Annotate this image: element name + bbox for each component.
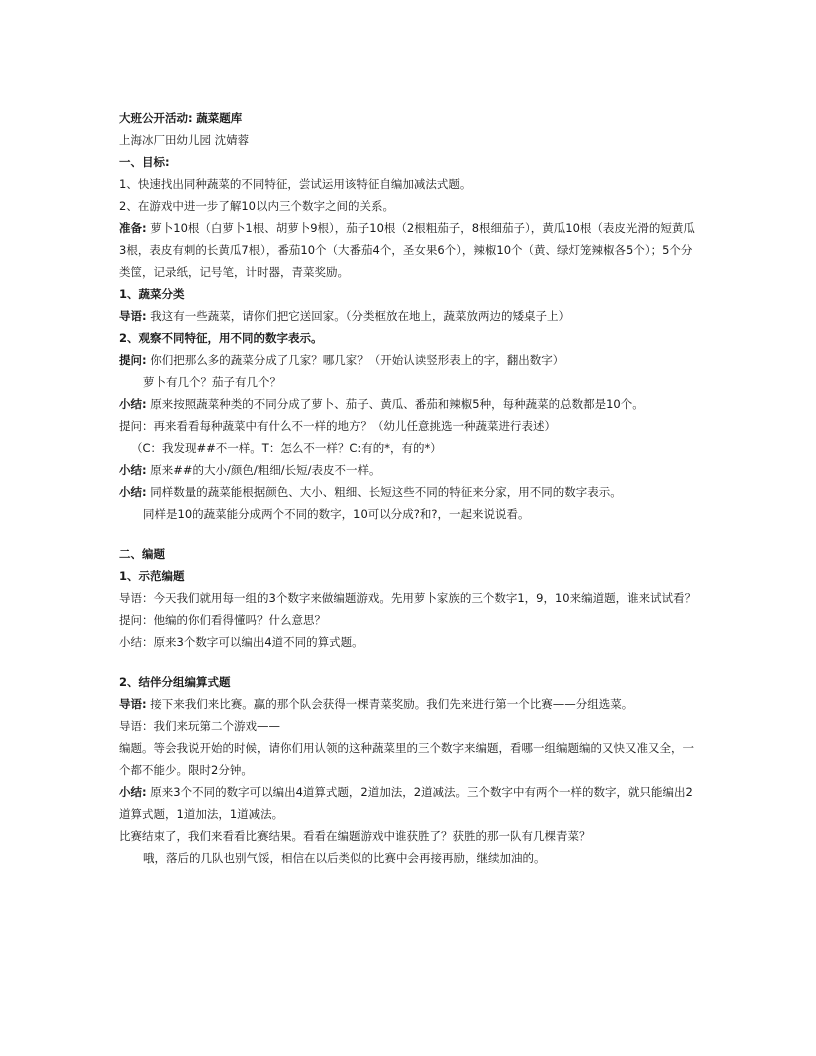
label-summary: 小结: [119, 785, 147, 799]
question-1-text: 你们把那么多的蔬菜分成了几家？哪几家？（开始认读竖形表上的字，翻出数字） [150, 353, 565, 367]
title-prefix: 大班公开活动: [119, 111, 193, 125]
summary-1-text: 原来按照蔬菜种类的不同分成了萝卜、茄子、黄瓜、番茄和辣椒5种，每种蔬菜的总数都是10个。 [150, 397, 644, 411]
summary-3-text: 同样数量的蔬菜能根据颜色、大小、粗细、长短这些不同的特征来分家，用不同的数字表示。 [150, 485, 622, 499]
goal-1: 1、快速找出同种蔬菜的不同特征，尝试运用该特征自编加减法式题。 [119, 177, 472, 191]
title-main: 蔬菜题库 [196, 111, 243, 125]
question-2: 提问：再来看看每种蔬菜中有什么不一样的地方？（幼儿任意挑选一种蔬菜进行表述） [119, 419, 556, 433]
group-instructions: 编题。等会我说开始的时候，请你们用认领的这种蔬菜里的三个数字来编题，看哪一组编题编的又快又准又全，一个都不能少。限时2分钟。 [119, 741, 694, 777]
section-gap [119, 525, 699, 543]
document-title [119, 107, 699, 129]
label-intro: 导语: [119, 309, 147, 323]
label-question: 提问: [119, 353, 147, 367]
summary-3-follow: 同样是10的蔬菜能分成两个不同的数字，10可以分成?和?，一起来说说看。 [143, 507, 530, 521]
demo-question: 提问：他编的你们看得懂吗？什么意思？ [119, 613, 326, 627]
section-heading-compose: 二、编题 [119, 547, 165, 561]
label-summary: 小结: [119, 397, 147, 411]
sub-heading-classify: 1、蔬菜分类 [119, 287, 185, 301]
summary-2 [119, 459, 699, 481]
label-summary: 小结: [119, 463, 147, 477]
summary-1 [119, 393, 699, 415]
demo-intro: 导语：今天我们就用每一组的3个数字来做编题游戏。先用萝卜家族的三个数字1，9，10来编道题，谁来试试看？ [119, 591, 697, 605]
group-intro-1 [119, 693, 699, 715]
sub-heading-group: 2、结伴分组编算式题 [119, 675, 231, 689]
preparation-paragraph [119, 217, 699, 283]
summary-3 [119, 481, 699, 503]
prep-text: 萝卜10根（白萝卜1根、胡萝卜9根），茄子10根（2根粗茄子，8根细茄子），黄瓜10根（表皮光滑的短黄瓜3根，表皮有刺的长黄瓜7根），番茄10个（大番茄4个，圣女果6个），辣椒10个（黄、绿灯笼辣椒各5个）；5个分类筐，记录纸，记号笔，计时器，青菜奖励。 [119, 221, 695, 279]
question-1-follow: 萝卜有几个？茄子有几个？ [143, 375, 281, 389]
sub-heading-demo: 1、示范编题 [119, 569, 185, 583]
label-intro: 导语: [119, 697, 147, 711]
demo-summary: 小结：原来3个数字可以编出4道不同的算式题。 [119, 635, 364, 649]
summary-2-text: 原来##的大小/颜色/粗细/长短/表皮不一样。 [150, 463, 381, 477]
classify-intro-text: 我这有一些蔬菜，请你们把它送回家。（分类框放在地上，蔬菜放两边的矮桌子上） [150, 309, 571, 323]
group-summary-text: 原来3个不同的数字可以编出4道算式题，2道加法，2道减法。三个数字中有两个一样的数字，就只能编出2道算式题，1道加法，1道减法。 [119, 785, 693, 821]
question-2-follow: （C：我发现##不一样。T：怎么不一样？C:有的*，有的*） [131, 441, 442, 455]
ending-1: 比赛结束了，我们来看看比赛结果。看看在编题游戏中谁获胜了？获胜的那一队有几棵青菜？ [119, 829, 591, 843]
document-page [119, 107, 699, 869]
goal-2: 2、在游戏中进一步了解10以内三个数字之间的关系。 [119, 199, 394, 213]
section-heading-goals: 一、目标: [119, 155, 170, 169]
section-gap [119, 653, 699, 671]
group-summary [119, 781, 699, 825]
group-intro-2: 导语：我们来玩第二个游戏—— [119, 719, 280, 733]
question-1 [119, 349, 699, 371]
ending-2: 哦，落后的几队也别气馁，相信在以后类似的比赛中会再接再励，继续加油的。 [143, 851, 546, 865]
author-line: 上海冰厂田幼儿园 沈婧蓉 [119, 133, 250, 147]
sub-heading-observe: 2、观察不同特征，用不同的数字表示。 [119, 331, 323, 345]
label-summary: 小结: [119, 485, 147, 499]
prep-label: 准备: [119, 221, 147, 235]
classify-intro [119, 305, 699, 327]
group-intro-1-text: 接下来我们来比赛。赢的那个队会获得一棵青菜奖励。我们先来进行第一个比赛——分组选菜。 [150, 697, 634, 711]
